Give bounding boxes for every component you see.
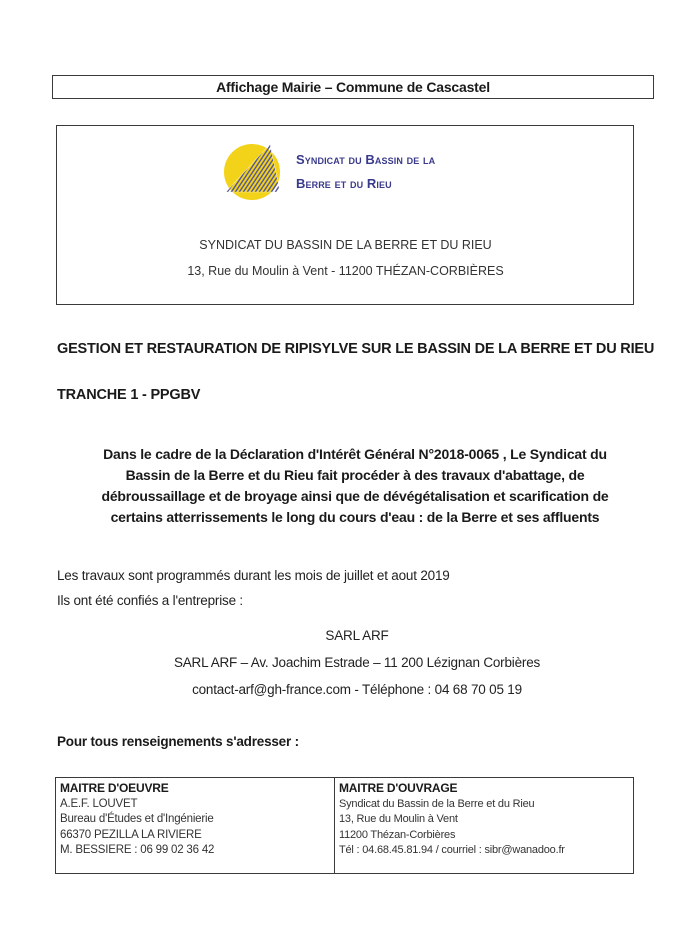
contact-line: Bureau d'Études et d'Ingénierie	[60, 813, 214, 825]
contact-phone: M. BESSIERE : 06 99 02 36 42	[60, 844, 215, 856]
schedule-dates: Les travaux sont programmés durant les mois de juillet et aout 2019	[57, 568, 450, 583]
intro-line: Bassin de la Berre et du Rieu fait procéder à des travaux d'abattage, de	[125, 467, 585, 483]
info-heading: Pour tous renseignements s'adresser :	[57, 734, 299, 749]
contact-line: 11200 Thézan-Corbières	[339, 828, 456, 841]
organization-brand-line2: Berre et du Rieu	[296, 176, 392, 191]
mountain-sun-logo-icon	[218, 140, 290, 202]
intro-line: certains atterrissements le long du cours d'eau : de la Berre et ses affluents	[110, 509, 600, 525]
project-title: GESTION ET RESTAURATION DE RIPISYLVE SUR LE BASSIN DE LA BERRE ET DU RIEU	[57, 341, 655, 357]
organization-name: SYNDICAT DU BASSIN DE LA BERRE ET DU RIEU	[199, 238, 492, 252]
contact-maitre-oeuvre	[56, 778, 335, 873]
contact-line: Syndicat du Bassin de la Berre et du Rieu	[339, 797, 535, 810]
contractor-contact: contact-arf@gh-france.com - Téléphone : 04 68 70 05 19	[192, 682, 522, 697]
contractor-block	[57, 622, 657, 703]
notice-header-title: Affichage Mairie – Commune de Cascastel	[216, 79, 490, 95]
contact-line: A.E.F. LOUVET	[60, 797, 138, 810]
organization-brand-name	[296, 148, 435, 196]
notice-header-box	[52, 75, 654, 99]
contact-phone-email: Tél : 04.68.45.81.94 / courriel : sibr@wanadoo.fr	[339, 844, 565, 856]
contact-role: MAITRE D'OUVRAGE	[339, 781, 458, 795]
organization-address-block	[56, 232, 635, 284]
contact-line: 13, Rue du Moulin à Vent	[339, 813, 458, 825]
contractor-address: SARL ARF – Av. Joachim Estrade – 11 200 Lézignan Corbières	[173, 655, 541, 670]
organization-address: 13, Rue du Moulin à Vent - 11200 THÉZAN-CORBIÈRES	[187, 264, 504, 278]
contractor-name: SARL ARF	[325, 628, 389, 643]
schedule-assignment: Ils ont été confiés a l'entreprise :	[57, 593, 243, 608]
contact-table	[55, 777, 634, 874]
schedule-block	[57, 563, 450, 613]
contact-maitre-ouvrage	[335, 778, 633, 873]
contact-line: 66370 PEZILLA LA RIVIERE	[60, 828, 202, 841]
intro-line: débroussaillage et de broyage ainsi que de dévégétalisation et scarification de	[101, 488, 609, 504]
contact-role: MAITRE D'OEUVRE	[60, 781, 169, 795]
organization-brand-line1: Syndicat du Bassin de la	[296, 152, 436, 167]
project-tranche: TRANCHE 1 - PPGBV	[57, 387, 201, 403]
intro-line: Dans le cadre de la Déclaration d'Intérêt Général N°2018-0065 , Le Syndicat du	[103, 446, 607, 462]
intro-paragraph	[62, 444, 648, 528]
